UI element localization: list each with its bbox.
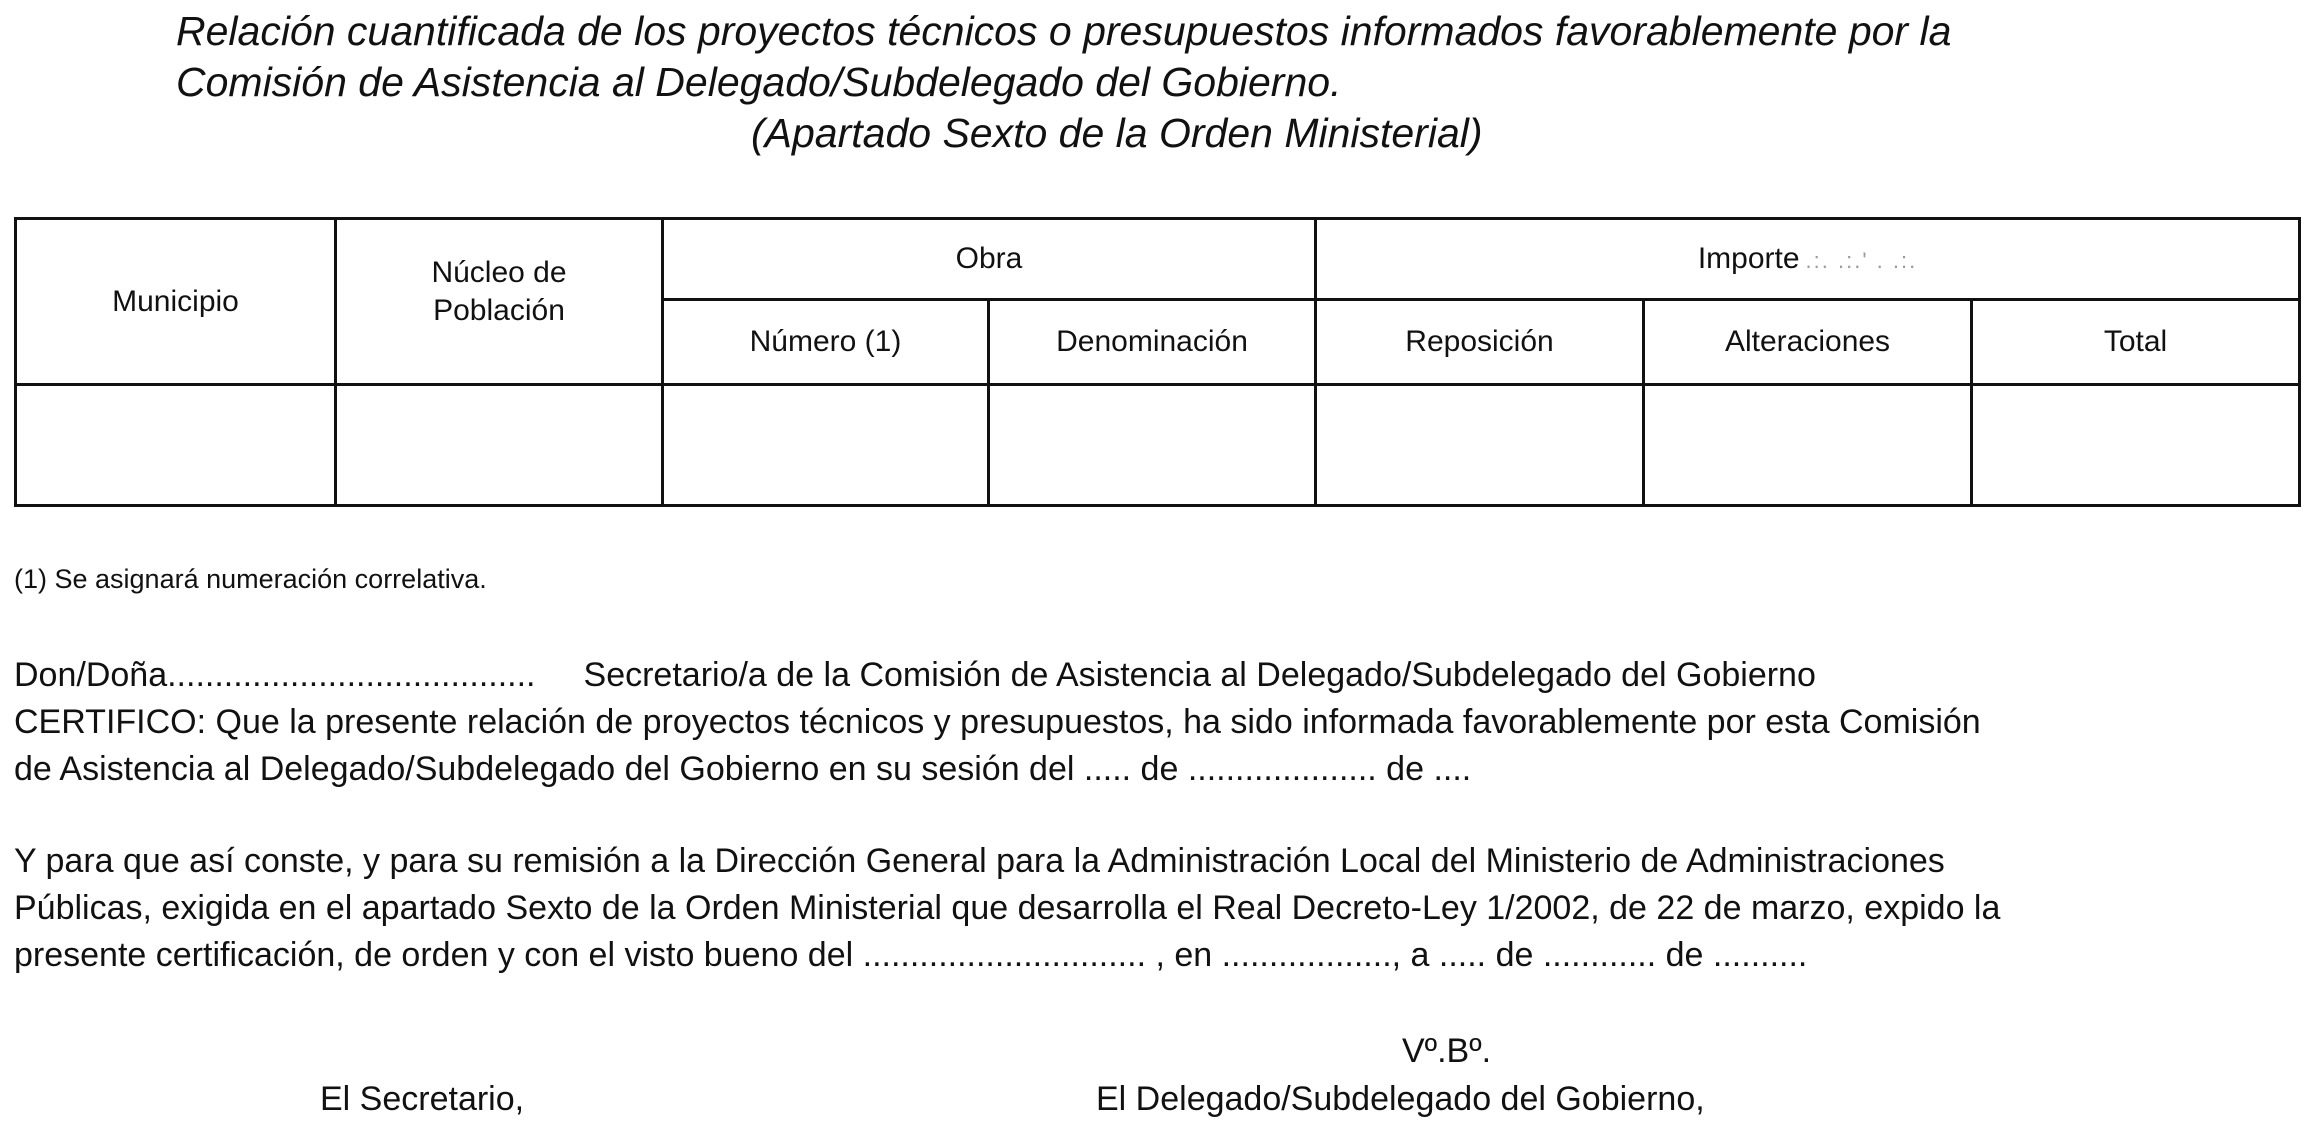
group-header-importe	[1316, 219, 2300, 300]
don-dona-blank: Don/Doña.......................................	[14, 656, 536, 694]
cell-numero	[663, 385, 989, 506]
cell-total	[1972, 385, 2300, 506]
column-header-nucleo-line2: Población	[433, 294, 565, 327]
column-header-nucleo	[336, 219, 663, 385]
cell-reposicion	[1316, 385, 1644, 506]
certification-paragraph	[14, 652, 2300, 793]
heading-line-2: Comisión de Asistencia al Delegado/Subdelegado del Gobierno.	[176, 59, 1342, 105]
table-header-row-1	[16, 219, 2300, 300]
column-header-total: Total	[1972, 300, 2300, 385]
certification-line-2: CERTIFICO: Que la presente relación de proyectos técnicos y presupuestos, ha sido informada favorablemente por esta Comisión	[14, 703, 1981, 741]
heading-line-1: Relación cuantificada de los proyectos técnicos o presupuestos informados favorablemente por la	[176, 8, 1952, 54]
secretario-title: Secretario/a de la Comisión de Asistencia al Delegado/Subdelegado del Gobierno	[583, 656, 1816, 694]
column-header-denominacion: Denominación	[989, 300, 1316, 385]
column-header-municipio: Municipio	[16, 219, 336, 385]
group-header-importe-label: Importe	[1697, 242, 1800, 275]
column-header-reposicion: Reposición	[1316, 300, 1644, 385]
visto-bueno-label: Vº.Bº.	[1402, 1032, 1492, 1070]
column-header-nucleo-line1: Núcleo de	[431, 256, 567, 289]
column-header-alteraciones: Alteraciones	[1644, 300, 1972, 385]
projects-table	[14, 217, 2301, 507]
group-header-importe-illegible: .:. .:.' . .:.	[1805, 248, 1918, 273]
remission-line-1: Y para que así conste, y para su remisión a la Dirección General para la Administración Local del Ministerio de Administraciones	[14, 842, 1945, 880]
footnote: (1) Se asignará numeración correlativa.	[14, 564, 487, 594]
group-header-obra: Obra	[663, 219, 1316, 300]
remission-line-3: presente certificación, de orden y con el visto bueno del .............................. , en .................., a ..... de ............ de ..........	[14, 936, 1808, 974]
certification-line-3: de Asistencia al Delegado/Subdelegado del Gobierno en su sesión del ..... de .................... de ....	[14, 750, 1472, 788]
cell-municipio	[16, 385, 336, 506]
document-heading	[176, 6, 2256, 159]
cell-denominacion	[989, 385, 1316, 506]
secretario-signature-label: El Secretario,	[320, 1080, 525, 1118]
remission-line-2: Públicas, exigida en el apartado Sexto de la Orden Ministerial que desarrolla el Real Decreto-Ley 1/2002, de 22 de marzo, expido la	[14, 889, 2001, 927]
heading-line-3: (Apartado Sexto de la Orden Ministerial)	[751, 110, 1483, 156]
cell-alteraciones	[1644, 385, 1972, 506]
certification-line-1	[14, 652, 2300, 699]
delegado-signature-label: El Delegado/Subdelegado del Gobierno,	[1096, 1080, 1705, 1118]
remission-paragraph	[14, 838, 2300, 979]
column-header-numero: Número (1)	[663, 300, 989, 385]
cell-nucleo	[336, 385, 663, 506]
table-row	[16, 385, 2300, 506]
